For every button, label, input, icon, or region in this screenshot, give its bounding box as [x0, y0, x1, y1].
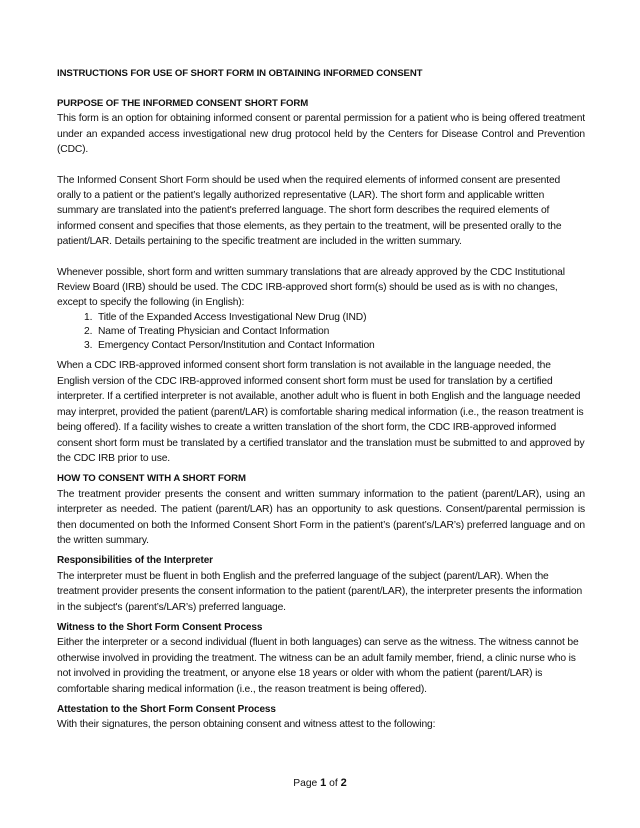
interpreter-heading: Responsibilities of the Interpreter [57, 555, 213, 567]
page-label: Page [293, 778, 318, 789]
purpose-paragraph-1: This form is an option for obtaining informed consent or parental permission for a patient who is being offered treatment under an expanded access investigational new drug protocol held by the Centers for Disease Control and Prevention (CDC). [57, 113, 585, 156]
of-label: of [329, 778, 338, 789]
list-item: 1. Title of the Expanded Access Investigational New Drug (IND) [95, 311, 585, 325]
page-footer [0, 776, 640, 791]
document-page [57, 66, 585, 733]
current-page-number: 1 [320, 777, 327, 789]
section-purpose [57, 96, 585, 466]
document-title: INSTRUCTIONS FOR USE OF SHORT FORM IN OBTAINING INFORMED CONSENT [57, 68, 423, 79]
purpose-closing-paragraph: When a CDC IRB-approved informed consent short form translation is not available in the language needed, the English version of the CDC IRB-approved informed consent short form must be used for translation by a certified interpreter. If a certified interpreter is not available, another adult who is fluent in both English and the language needed may interpret, provided the patient (parent/LAR) is comfortable sharing medical information (i.e., the reason treatment is being offered). If a facility wishes to create a written translation of the short form, the CDC IRB-approved informed consent short form must be translated by a certified translator and the translation must be submitted to and approved by the CDC IRB prior to use. [57, 360, 585, 464]
how-to-heading: HOW TO CONSENT WITH A SHORT FORM [57, 473, 246, 485]
purpose-paragraph-2: The Informed Consent Short Form should be used when the required elements of informed consent are presented orally to a patient or the patient’s legally authorized representative (LAR). The short form and applicable written summary are translated into the patient's preferred language. The short form describes the required elements of informed consent and specifies that those elements, as they pertain to the treatment, will be presented orally to the patient/LAR. Details pertaining to the specific treatment are included in the written summary. [57, 174, 562, 248]
section-witness [57, 620, 585, 697]
list-item: 2. Name of Treating Physician and Contact Information [95, 325, 585, 339]
section-interpreter [57, 553, 585, 615]
witness-heading: Witness to the Short Form Consent Process [57, 621, 263, 633]
interpreter-body: The interpreter must be fluent in both English and the preferred language of the subject (parent/LAR). When the treatment provider presents the consent information to the patient (parent/LAR), the interpreter presents the information in the subject's (parent’s/LAR’s) preferred language. [57, 570, 583, 613]
purpose-paragraph-3: Whenever possible, short form and written summary translations that are already approved by the CDC Institutional Review Board (IRB) should be used. The CDC IRB-approved short form(s) should be used as is with no changes, except to specify the following (in English): [57, 266, 565, 309]
section-attestation [57, 702, 585, 733]
how-to-body: The treatment provider presents the consent and written summary information to the patient (parent/LAR), using an interpreter as needed. The patient (parent/LAR) has an opportunity to ask questions. Consent/parental permission is then documented on both the Informed Consent Short Form in the patient’s (parent’s/LAR’s) preferred language and on the written summary. [57, 488, 585, 546]
list-item: 3. Emergency Contact Person/Institution and Contact Information [95, 339, 585, 353]
required-items-list [57, 311, 585, 354]
purpose-heading: PURPOSE OF THE INFORMED CONSENT SHORT FORM [57, 98, 309, 109]
attestation-heading: Attestation to the Short Form Consent Process [57, 704, 276, 716]
total-pages-number: 2 [340, 777, 347, 789]
attestation-body: With their signatures, the person obtaining consent and witness attest to the following: [57, 719, 436, 731]
witness-body: Either the interpreter or a second individual (fluent in both languages) can serve as the witness. The witness cannot be otherwise involved in providing the treatment. The witness can be an adult family member, friend, a clinic nurse who is not involved in providing the treatment, or anyone else 18 years or older with whom the patient (parent/LAR) is comfortable sharing medical information (i.e., the reason treatment is being offered). [57, 637, 579, 695]
section-how-to-consent [57, 471, 585, 548]
